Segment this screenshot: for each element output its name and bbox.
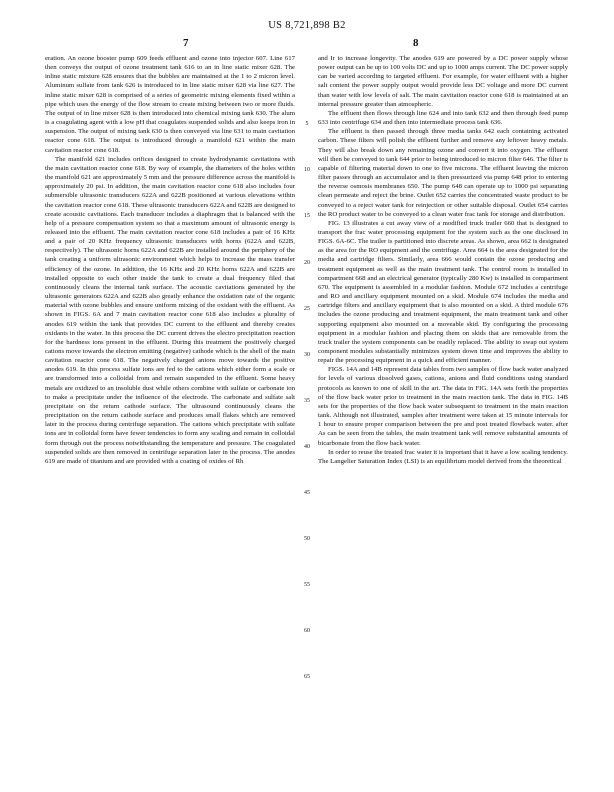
page-number-left: 7 bbox=[183, 37, 189, 49]
line-number: 20 bbox=[304, 260, 310, 266]
paragraph: In order to reuse the treated frac water it is important that it have a low scaling tendency. The Langelier Saturation Index (LSI) is an equilibrium model derived from the theoretical bbox=[318, 448, 568, 465]
line-number: 60 bbox=[304, 628, 310, 634]
paragraph: FIG. 13 illustrates a cut away view of a modified truck trailer 660 that is designed to transport the frac water processing equipment for the system such as the one disclosed in FIGS. 6A-6C. The trailer is partitioned into discrete areas. As shown, area 662 is designated as the area for the RO equipment and the centrifuge. Area 664 is the area designated for the media and cartridge filters. Similarly, area 666 would contain the ozone producing and treatment equipment as well as the main treatment tank. The control room is installed in compartment 668 and an electrical generator (typically 280 Kw) is installed in compartment 670. The equipment is assembled in a modular fashion. Module 672 includes a centrifuge and RO and ancillary equipment mounted on a skid. Module 674 includes the media and cartridge filters and ancillary equipment that is also mounted on a skid. A third module 676 includes the ozone producing and treatment equipment, the main treatment tank and other supporting equipment also mounted on a moveable skid. By configuring the processing equipment in a modular fashion and placing them on skids that are removable from the truck trailer the system components can be readily replaced. The ability to swap out system component modules substantially minimizes system down time and improves the ability to repair the processing equipment in a quick and efficient manner. bbox=[318, 219, 568, 365]
paragraph: The effluent then flows through line 624 and into tank 632 and then through feed pump 633 into centrifuge 634 and then into intermediate process tank 636. bbox=[318, 109, 568, 127]
paragraph: eration. An ozone booster pump 609 feeds effluent and ozone into injector 607. Line 617 then conveys the output of ozone treatment tank 616 to an in line static mixer 628. The inline static mixture 628 ensures that the bubbles are maintained at the 1 to 2 micron level. Aluminum sulfate from tank 626 is introduced to in line static mixer 628 via line 627. The inline static mixer 628 is comprised of a series of geometric mixing elements fixed within a pipe which uses the energy of the flow stream to create mixing between two or more fluids. The output of in line mixer 628 is then introduced into chemical mixing tank 630. The alum is a coagulating agent with a low pH that coagulates suspended solids and also keeps iron in suspension. The output of mixing tank 630 is then conveyed via line 631 to main cavitation reactor cone 618. The output is introduced through a manifold 621 within the main cavitation reactor cone 618. bbox=[45, 55, 295, 154]
line-number: 40 bbox=[304, 444, 310, 450]
line-number: 35 bbox=[304, 398, 310, 404]
line-number: 65 bbox=[304, 674, 310, 680]
paragraph: The effluent is then passed through three media tanks 642 each containing activated carbon. These filters will polish the effluent further and remove any leftover heavy metals. They will also break down any remaining ozone and convert it into oxygen. The effluent will then be conveyed to tank 644 prior to being introduced to micron filter 646. The filter is capable of filtering material down to one to five microns. The effluent leaving the micron filter passes through an accumulator and is then pressurized via pump 648 prior to entering the reverse osmosis membranes 650. The pump 648 can operate up to 1000 psi separating clean permeate and reject the brine. Outlet 652 carries the concentrated waste product to be conveyed to a reject water tank for reinjection or other suitable disposal. Outlet 654 carries the RO product water to be conveyed to a clean water frac tank for storage and distribution. bbox=[318, 128, 568, 218]
patent-header: US 8,721,898 B2 bbox=[268, 20, 346, 31]
line-number: 10 bbox=[304, 167, 310, 173]
line-number: 50 bbox=[304, 536, 310, 542]
paragraph: and Ir to increase longevity. The anodes 619 are powered by a DC power supply whose power output can be up to 100 volts DC and up to 1000 amps current. The DC power supply can be varied according to targeted effluent. For example, for water effluent with a higher salt content the power supply output would provide less DC voltage and more DC current than water with low levels of salt. The main cavitation reactor cone 618 is maintained at an internal pressure greater than atmospheric. bbox=[318, 55, 568, 108]
line-number: 15 bbox=[304, 213, 310, 219]
right-column bbox=[318, 54, 568, 466]
paragraph: FIGS. 14A and 14B represent data tables from two samples of flow back water analyzed for levels of various dissolved gases, cations, anions and fluid conditions using standard protocols as known to one of skill in the art. The data in FIG. 14A sets forth the properties of the flow back water prior to treatment in the main reaction tank. The data in FIG. 14B sets for the properties of the flow back water subsequent to treatment in the main reaction tank. Although not illustrated, samples after treatment were taken at 15 minute intervals for 1 hour to ensure proper comparison between the pre and post treated flowback water. after As can be seen from the tables, the main treatment tank will remove substantial amounts of bicarbonate from the flow back water. bbox=[318, 366, 568, 447]
left-column bbox=[45, 54, 295, 466]
page-number-right: 8 bbox=[413, 37, 419, 49]
line-number: 55 bbox=[304, 582, 310, 588]
paragraph: The manifold 621 includes orifices designed to create hydrodynamic cavitations with the main cavitation reactor cone 618. By way of example, the diameters of the holes within the manifold 621 are approximately 5 mm and the pressure difference across the manifold is approximately 20 psi. In addition, the main cavitation reactor cone 618 also includes four submersible ultrasonic transducers 622A and 622B positioned at various elevations within the cavitation reactor cone 618. These ultrasonic transducers 622A and 622B are designed to create acoustic cavitations. Each transducer includes a diaphragm that is balanced with the help of a pressure compensation system so that a maximum amount of ultrasonic energy is released into the effluent. The main cavitation reactor cone 618 includes a pair of 16 KHz and a pair of 20 KHz frequency ultrasonic transducers with horns (622A and 622B, respectively). The ultrasonic horns 622A and 622B are installed around the periphery of the tank creating a uniform ultrasonic environment which helps to increase the mass transfer efficiency of the ozone. In addition, the 16 KHz and 20 KHz horns 622A and 622B are installed opposite to each other inside the tank to create a dual frequency filed that continuously cleans the internal tank surface. The acoustic cavitations generated by the ultrasonic generators 622A and 622B also greatly enhance the oxidation rate of the organic material with ozone bubbles and ensure uniform mixing of the oxidant with the effluent. As shown in FIGS. 6A and 7 main cavitation reactor cone 618 also includes a plurality of anodes 619 within the tank that provides DC current to the effluent and thereby creates oxidants in the water. In this process the DC current drives the electro precipitation reaction for the hardness ions present in the effluent. During this treatment the positively charged cations move towards the electron emitting (negative) cathode which is the shell of the main cavitation reactor cone 618. The negatively charged anions move towards the positive anodes 619. In this process sulfate ions are fed to the cations which either form a scale or are transformed into a colloidal from and remain suspended in the effluent. Some heavy metals are oxidized to an insoluble dust while others combine with sulfate or carbonate ion to make a precipitate under the influence of the electrode. The carbonate and sulfate salt precipitate on the return cathode surface. The ultrasound continuously cleans the precipitation on the return cathode surface and produces small flakes which are removed later in the process during centrifuge separation. The cations which precipitate with sulfate ions are in colloidal form have fewer tendencies to form any scaling and remain in colloidal form through out the process notwithstanding the temperature and pressure. The coagulated suspended solids are then removed in centrifuge separation later in the process. The anodes 619 are made of titanium and are provided with a coating of oxides of Rh bbox=[45, 155, 295, 465]
line-number: 25 bbox=[304, 306, 310, 312]
line-number: 5 bbox=[305, 121, 309, 127]
line-number: 30 bbox=[304, 352, 310, 358]
line-number: 45 bbox=[304, 490, 310, 496]
